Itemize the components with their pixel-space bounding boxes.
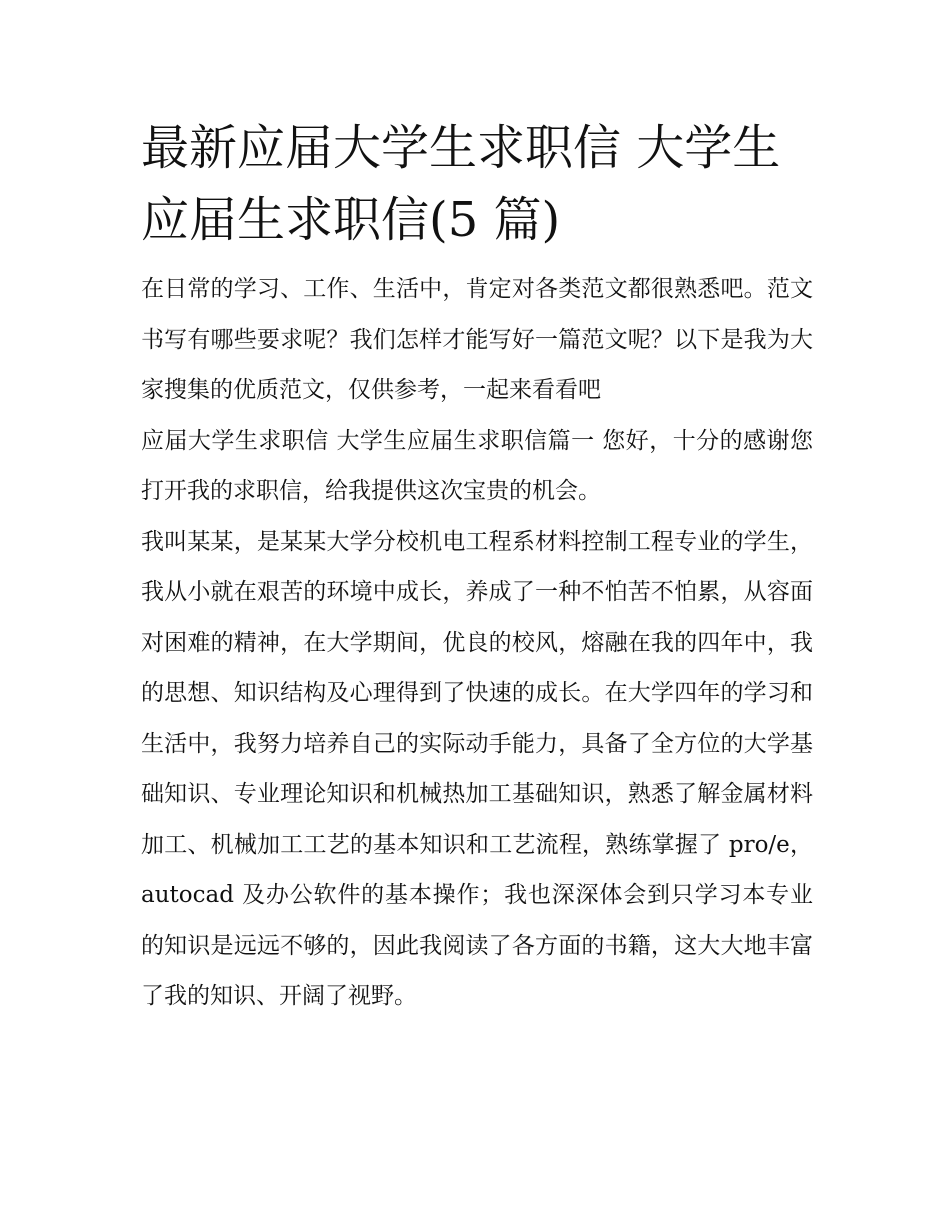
paragraph-self-introduction: 我叫某某，是某某大学分校机电工程系材料控制工程专业的学生，我从小就在艰苦的环境中成长，养成了一种不怕苦不怕累，从容面对困难的精神，在大学期间，优良的校风，熔融在我的四年中，我的思想、知识结构及心理得到了快速的成长。在大学四年的学习和生活中，我努力培养自己的实际动手能力，具备了全方位的大学基础知识、专业理论知识和机械热加工基础知识，熟悉了解金属材料加工、机械加工工艺的基本知识和工艺流程，熟练掌握了 pro/e，autocad 及办公软件的基本操作；我也深深体会到只学习本专业的知识是远远不够的，因此我阅读了各方面的书籍，这大大地丰富了我的知识、开阔了视野。 (141, 528, 813, 1009)
document-body (141, 112, 813, 1022)
paragraph-intro: 在日常的学习、工作、生活中，肯定对各类范文都很熟悉吧。范文书写有哪些要求呢？我们怎样才能写好一篇范文呢？以下是我为大家搜集的优质范文，仅供参考，一起来看看吧 (141, 276, 813, 403)
paragraph-greeting: 应届大学生求职信 大学生应届生求职信篇一 您好，十分的感谢您打开我的求职信，给我提供这次宝贵的机会。 (141, 427, 813, 504)
document-title: 最新应届大学生求职信 大学生应届生求职信(5 篇) (141, 120, 781, 248)
